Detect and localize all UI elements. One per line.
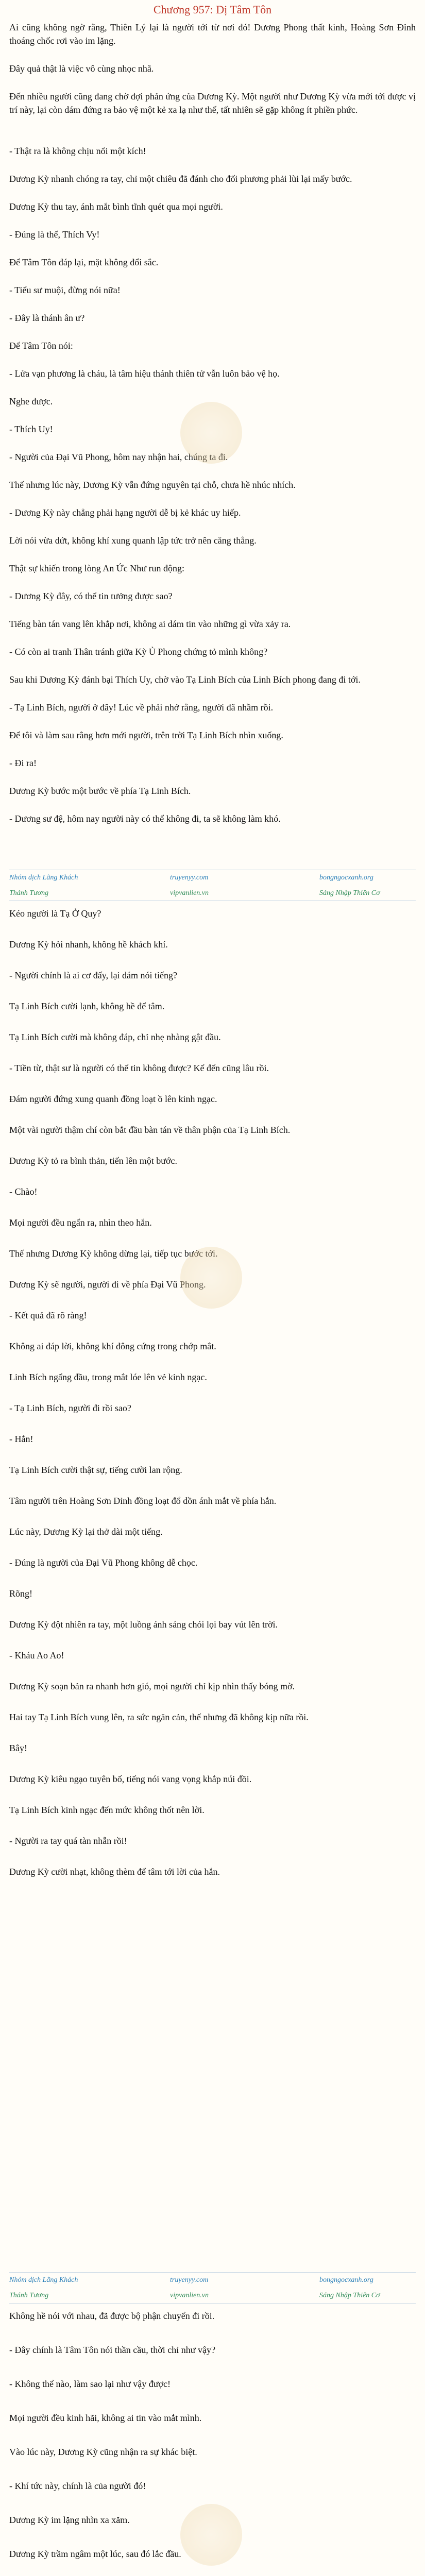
- paragraph: Linh Bích ngẩng đầu, trong mắt lóe lên vẻ kinh ngạc.: [9, 1372, 207, 1382]
- paragraph: Vào lúc này, Dương Kỳ cũng nhận ra sự khác biệt.: [9, 2447, 197, 2457]
- paragraph: Đến nhiều người cũng đang chờ đợi phản ứng của Dương Kỳ. Một người như Dương Kỳ vừa mới tới được vị trí này, lại còn dám đứng ra bảo vệ một kẻ xa lạ như thế, tất nhiên sẽ gặp không ít phiền phức.: [9, 91, 416, 115]
- paragraph: - Người của Đại Vũ Phong, hôm nay nhận hai, chúng ta đi.: [9, 452, 228, 462]
- paragraph: - Đây chính là Tâm Tôn nói thần cầu, thời chỉ như vậy?: [9, 2345, 216, 2355]
- paragraph: - Tạ Linh Bích, người đi rồi sao?: [9, 1403, 131, 1413]
- paragraph: Để Tâm Tôn đáp lại, mặt không đổi sắc.: [9, 257, 159, 267]
- paragraph: Đây quả thật là việc vô cùng nhọc nhã.: [9, 63, 154, 74]
- paragraph: Dương Kỳ kiêu ngạo tuyên bố, tiếng nói vang vọng khắp núi đồi.: [9, 1774, 252, 1784]
- paragraph: - Thích Uy!: [9, 424, 53, 434]
- paragraph: Rõng!: [9, 1588, 32, 1599]
- paragraph: Nghe được.: [9, 396, 53, 406]
- paragraph: Một vài người thậm chí còn bắt đầu bàn tán về thân phận của Tạ Linh Bích.: [9, 1125, 291, 1135]
- paragraph: - Người chính là ai cơ đấy, lại dám nói tiếng?: [9, 970, 178, 980]
- paragraph: Thật sự khiến trong lòng An Ức Như run động:: [9, 563, 184, 573]
- paragraph: Để tôi và làm sau rằng hơn mới người, trên trời Tạ Linh Bích nhìn xuống.: [9, 730, 283, 740]
- paragraph: Dương Kỳ tỏ ra bình thản, tiến lên một bước.: [9, 1156, 177, 1166]
- paragraph: Dương Kỳ đột nhiên ra tay, một luồng ánh sáng chói lọi bay vút lên trời.: [9, 1619, 278, 1630]
- paragraph: Lời nói vừa dứt, không khí xung quanh lập tức trở nên căng thẳng.: [9, 535, 257, 546]
- paragraph: Dương Kỳ im lặng nhìn xa xăm.: [9, 2515, 130, 2525]
- paragraph: Không hề nói với nhau, đã được bộ phận chuyển đi rồi.: [9, 2311, 215, 2321]
- paragraph: Tạ Linh Bích cười thật sự, tiếng cười lan rộng.: [9, 1465, 182, 1475]
- paragraph: - Người ra tay quá tàn nhẫn rồi!: [9, 1836, 127, 1846]
- paragraph: Dương Kỳ hỏi nhanh, không hề khách khí.: [9, 939, 168, 950]
- paragraph: - Dương Kỳ đây, có thể tin tưởng được sao?: [9, 591, 173, 601]
- header-left: Thánh Tương: [9, 889, 49, 897]
- paragraph: Dương Kỳ nhanh chóng ra tay, chỉ một chiêu đã đánh cho đối phương phải lùi lại mấy bước.: [9, 174, 352, 184]
- footer-left: Nhóm dịch Lãng Khách: [9, 874, 78, 882]
- paragraph: Kéo người là Tạ Ở Quy?: [9, 908, 101, 919]
- paragraph: - Thật ra là không chịu nổi một kích!: [9, 146, 146, 156]
- footer-right: bongngocxanh.org: [319, 874, 373, 882]
- paragraph: Lúc này, Dương Kỳ lại thở dài một tiếng.: [9, 1527, 163, 1537]
- paragraph: Tạ Linh Bích cười mà không đáp, chỉ nhẹ nhàng gật đầu.: [9, 1032, 221, 1042]
- footer2-right: bongngocxanh.org: [319, 2276, 373, 2284]
- paragraph: Hai tay Tạ Linh Bích vung lên, ra sức ngăn cản, thế nhưng đã không kịp nữa rồi.: [9, 1712, 309, 1722]
- header-center: vipvanlien.vn: [170, 889, 209, 897]
- header2-center: vipvanlien.vn: [170, 2292, 209, 2299]
- watermark-seal: [180, 402, 242, 464]
- paragraph: - Đúng là thế, Thích Vy!: [9, 229, 100, 240]
- paragraph: - Kháu Ao Ao!: [9, 1650, 64, 1660]
- page-header-2: [0, 887, 425, 901]
- header-right: Sáng Nhập Thiên Cơ: [319, 889, 380, 897]
- footer-divider-2: [9, 2272, 416, 2273]
- paragraph: - Có còn ai tranh Thân tránh giữa Kỳ Ủ Phong chứng tỏ mình không?: [9, 647, 268, 657]
- paragraph: - Dương sư đệ, hôm nay người này có thể không đi, ta sẽ không làm khó.: [9, 814, 281, 824]
- paragraph: Dương Kỳ trầm ngâm một lúc, sau đó lắc đầu.: [9, 2549, 181, 2559]
- paragraph: - Hắn!: [9, 1434, 33, 1444]
- paragraph: Không ai đáp lời, không khí đông cứng trong chớp mắt.: [9, 1341, 216, 1351]
- paragraph: Mọi người đều ngẩn ra, nhìn theo hắn.: [9, 1217, 152, 1228]
- paragraph: - Tiền từ, thật sư là người có thể tin không được? Kể đến cũng lâu rồi.: [9, 1063, 269, 1073]
- paragraph: - Đúng là người của Đại Vũ Phong không dễ chọc.: [9, 1557, 198, 1568]
- paragraph: - Chào!: [9, 1187, 38, 1197]
- paragraph: - Đây là thánh ân ư?: [9, 313, 85, 323]
- paragraph: - Tiểu sư muội, đừng nói nữa!: [9, 285, 121, 295]
- paragraph: Tiếng bàn tán vang lên khắp nơi, không ai dám tin vào những gì vừa xảy ra.: [9, 619, 291, 629]
- paragraph: - Không thể nào, làm sao lại như vậy được!: [9, 2379, 171, 2389]
- paragraph: Tạ Linh Bích cười lạnh, không hề để tâm.: [9, 1001, 165, 1011]
- paragraph: Mọi người đều kinh hãi, không ai tin vào mắt mình.: [9, 2413, 202, 2423]
- page-footer-1: [0, 871, 425, 885]
- paragraph: Thế nhưng Dương Kỳ không dừng lại, tiếp tục bước tới.: [9, 1248, 218, 1259]
- paragraph: - Kết quả đã rõ ràng!: [9, 1310, 87, 1320]
- paragraph: Bây!: [9, 1743, 27, 1753]
- header2-left: Thánh Tương: [9, 2292, 49, 2299]
- header2-right: Sáng Nhập Thiên Cơ: [319, 2292, 380, 2299]
- paragraph: Để Tâm Tôn nói:: [9, 341, 73, 351]
- page-header-3: [0, 2290, 425, 2303]
- paragraph: - Tạ Linh Bích, người ở đây! Lúc về phải nhớ rằng, người đã nhầm rồi.: [9, 702, 274, 713]
- paragraph: Dương Kỳ thu tay, ánh mắt bình tĩnh quét qua mọi người.: [9, 201, 223, 212]
- paragraph: Dương Kỳ soạn bản ra nhanh hơn gió, mọi người chỉ kịp nhìn thấy bóng mờ.: [9, 1681, 295, 1691]
- paragraph: Sau khi Dương Kỳ đánh bại Thích Uy, chờ vào Tạ Linh Bích của Linh Bích phong đang đi tới.: [9, 674, 361, 685]
- watermark-seal-3: [180, 2504, 242, 2566]
- paragraph: - Lửa vạn phương là cháu, là tâm hiệu thánh thiên tử vẫn luôn bảo vệ họ.: [9, 368, 280, 379]
- footer2-left: Nhóm dịch Lãng Khách: [9, 2276, 78, 2284]
- footer-center: truyenyy.com: [170, 874, 209, 882]
- paragraph: Đám người đứng xung quanh đồng loạt ồ lên kinh ngạc.: [9, 1094, 217, 1104]
- paragraph: - Dương Kỳ này chẳng phải hạng người dễ bị kẻ khác uy hiếp.: [9, 507, 241, 518]
- paragraph: - Đi ra!: [9, 758, 37, 768]
- paragraph: Tạ Linh Bích kinh ngạc đến mức không thốt nên lời.: [9, 1805, 205, 1815]
- paragraph: Dương Kỳ cười nhạt, không thèm để tâm tới lời của hắn.: [9, 1867, 220, 1877]
- chapter-title: Chương 957: Dị Tâm Tôn: [153, 3, 272, 16]
- paragraph: Tâm người trên Hoàng Sơn Đỉnh đồng loạt đổ dồn ánh mắt về phía hắn.: [9, 1496, 277, 1506]
- paragraph: Ai cũng không ngờ rằng, Thiên Lý lại là người tới từ nơi đó! Dương Phong thất kinh, Hoàng Sơn Đỉnh thoáng chốc rơi vào im lặng.: [9, 22, 416, 46]
- watermark-seal-2: [180, 1247, 242, 1309]
- footer2-center: truyenyy.com: [170, 2276, 209, 2284]
- paragraph: Dương Kỳ sẽ người, người đi về phía Đại Vũ Phong.: [9, 1279, 206, 1290]
- paragraph: - Khí tức này, chính là của người đó!: [9, 2481, 146, 2491]
- paragraph: Dương Kỳ bước một bước về phía Tạ Linh Bích.: [9, 786, 191, 796]
- paragraph: Thế nhưng lúc này, Dương Kỳ vẫn đứng nguyên tại chỗ, chưa hề nhúc nhích.: [9, 480, 296, 490]
- page-footer-2: [0, 2273, 425, 2287]
